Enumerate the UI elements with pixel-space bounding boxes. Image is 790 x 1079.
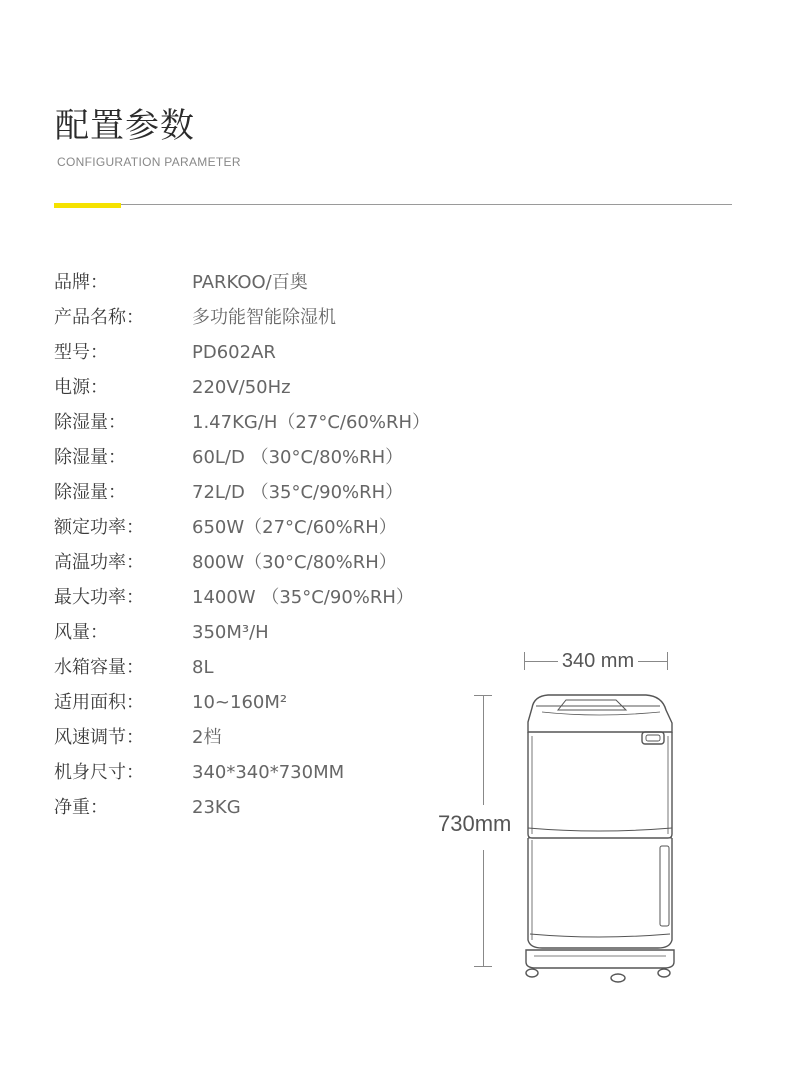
- spec-label: 风速调节：: [54, 727, 144, 748]
- spec-value: 60L/D （30°C/80%RH）: [192, 447, 404, 468]
- spec-row: [54, 546, 474, 581]
- spec-row: [54, 406, 474, 441]
- spec-label: 除湿量：: [54, 412, 126, 433]
- spec-label: 高温功率：: [54, 552, 144, 573]
- spec-label: 型号：: [54, 342, 108, 363]
- spec-label: 电源：: [54, 377, 108, 398]
- width-dimension-line-right: [638, 661, 668, 662]
- spec-value: 340*340*730MM: [192, 762, 345, 783]
- spec-value: 8L: [192, 657, 214, 678]
- page-title: 配置参数: [55, 106, 195, 146]
- spec-label: 机身尺寸：: [54, 762, 144, 783]
- spec-value: PARKOO/百奥: [192, 272, 308, 293]
- spec-row: [54, 511, 474, 546]
- dehumidifier-drawing: [518, 688, 678, 988]
- spec-value: 220V/50Hz: [192, 377, 291, 398]
- spec-value: 1400W （35°C/90%RH）: [192, 587, 414, 608]
- spec-row: [54, 371, 474, 406]
- spec-label: 净重：: [54, 797, 108, 818]
- spec-row: [54, 441, 474, 476]
- spec-label: 适用面积：: [54, 692, 144, 713]
- spec-row: [54, 756, 474, 791]
- accent-bar: [54, 203, 121, 208]
- spec-label: 除湿量：: [54, 482, 126, 503]
- spec-label: 水箱容量：: [54, 657, 144, 678]
- spec-row: [54, 581, 474, 616]
- spec-value: 23KG: [192, 797, 241, 818]
- spec-value: 多功能智能除湿机: [192, 307, 336, 328]
- width-dimension: [524, 648, 668, 676]
- spec-value: 2档: [192, 727, 222, 748]
- divider-rule: [121, 204, 732, 205]
- height-dimension-tick-bottom: [474, 966, 492, 967]
- spec-row: [54, 476, 474, 511]
- spec-row: [54, 721, 474, 756]
- spec-value: 10~160M²: [192, 692, 288, 713]
- spec-label: 风量：: [54, 622, 108, 643]
- spec-label: 额定功率：: [54, 517, 144, 538]
- width-dimension-label: 340 mm: [558, 648, 638, 674]
- spec-list: [54, 266, 474, 826]
- width-dimension-line-left: [524, 661, 560, 662]
- spec-label: 除湿量：: [54, 447, 126, 468]
- spec-value: 800W（30°C/80%RH）: [192, 552, 397, 573]
- spec-value: 350M³/H: [192, 622, 269, 643]
- spec-row: [54, 686, 474, 721]
- spec-label: 产品名称：: [54, 307, 144, 328]
- height-dimension-line-bottom: [483, 850, 484, 967]
- spec-value: 650W（27°C/60%RH）: [192, 517, 397, 538]
- spec-row: [54, 616, 474, 651]
- page-subtitle: CONFIGURATION PARAMETER: [57, 155, 241, 169]
- height-dimension-line-top: [483, 695, 484, 805]
- spec-value: 1.47KG/H（27°C/60%RH）: [192, 412, 431, 433]
- spec-row: [54, 791, 474, 826]
- spec-label: 最大功率：: [54, 587, 144, 608]
- spec-row: [54, 301, 474, 336]
- spec-row: [54, 651, 474, 686]
- spec-value: 72L/D （35°C/90%RH）: [192, 482, 404, 503]
- height-dimension-label: 730mm: [438, 811, 512, 836]
- spec-row: [54, 266, 474, 301]
- spec-row: [54, 336, 474, 371]
- spec-label: 品牌：: [54, 272, 108, 293]
- spec-value: PD602AR: [192, 342, 276, 363]
- width-dimension-tick-right: [667, 652, 668, 670]
